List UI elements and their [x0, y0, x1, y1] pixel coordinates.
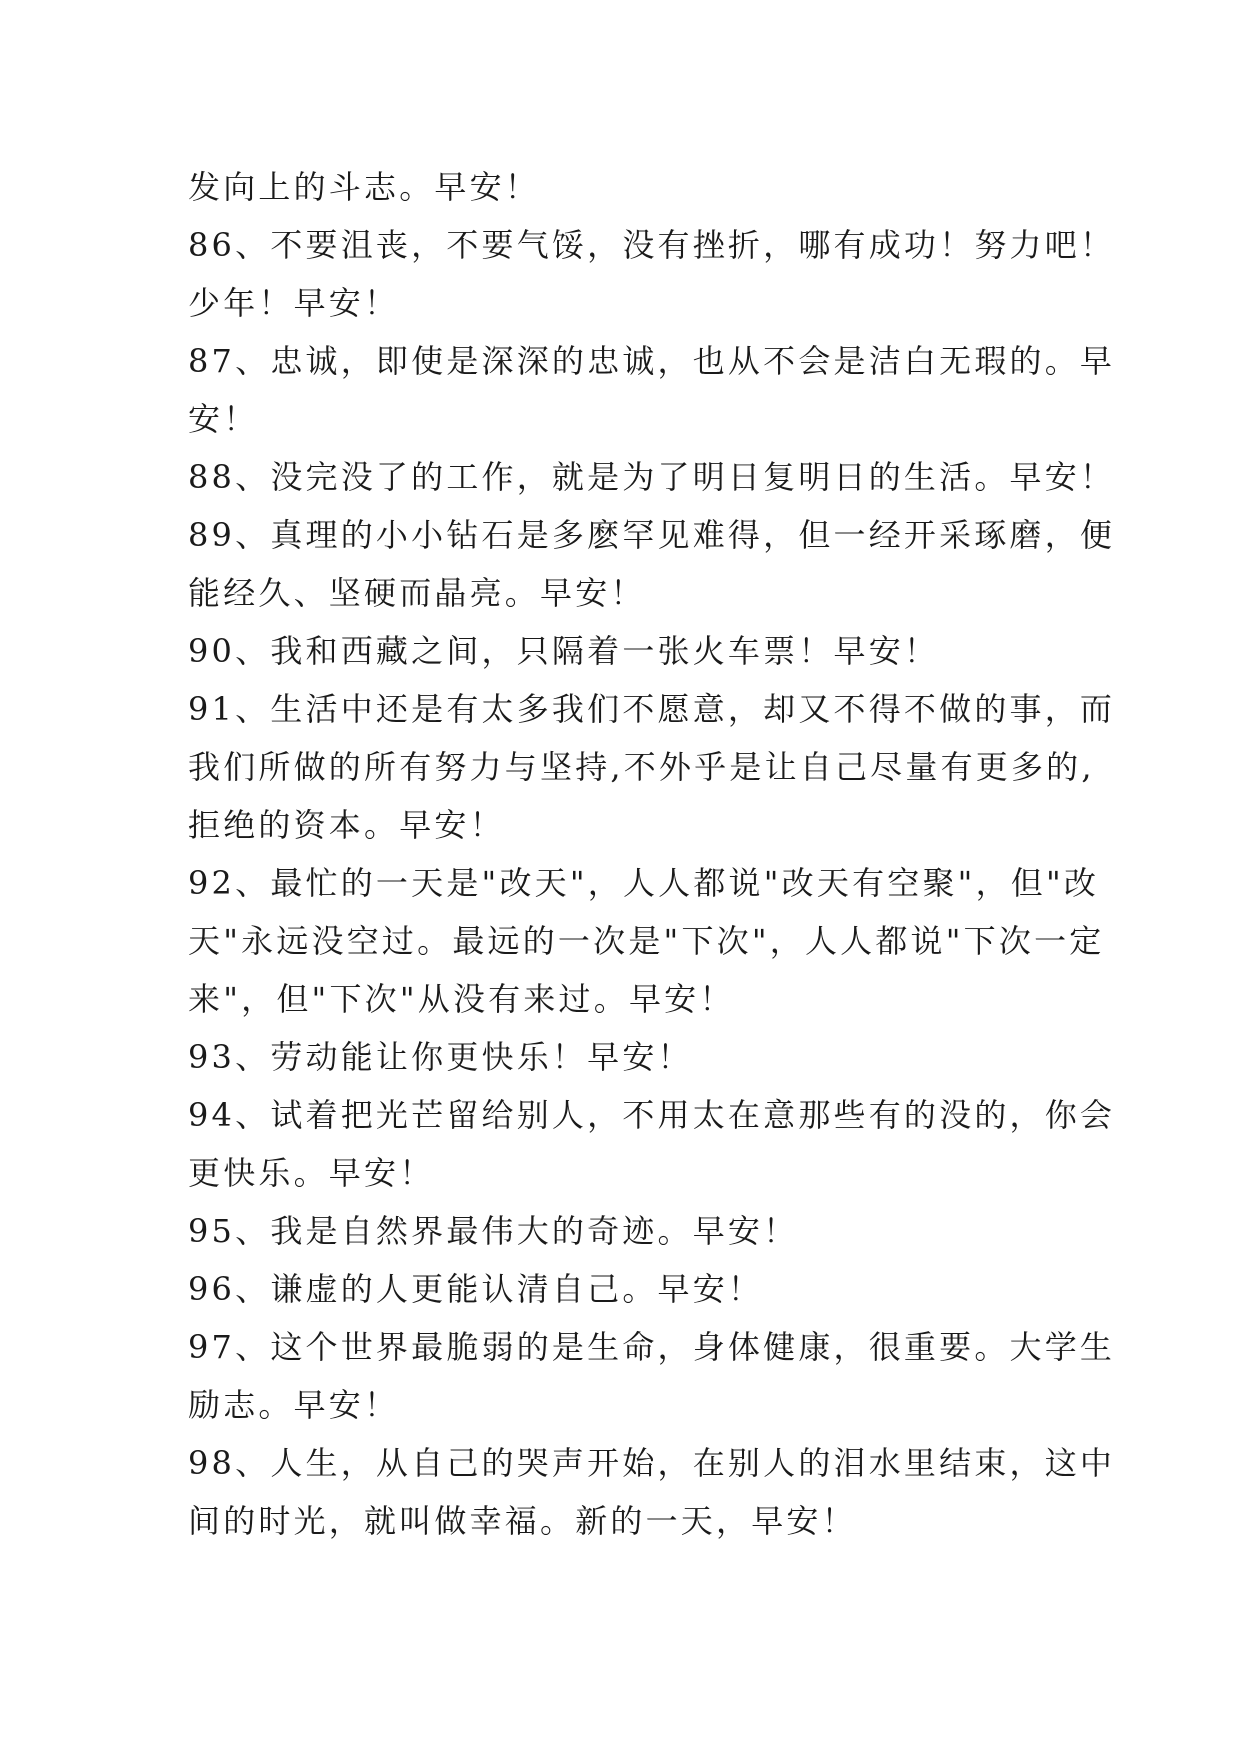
- text-line: 96、谦虚的人更能认清自己。早安！: [188, 1270, 764, 1308]
- text-line: 我们所做的所有努力与坚持,不外乎是让自己尽量有更多的,: [188, 748, 1095, 786]
- text-line: 93、劳动能让你更快乐！早安！: [188, 1038, 693, 1076]
- text-line: 97、这个世界最脆弱的是生命，身体健康，很重要。大学生: [188, 1328, 1116, 1366]
- text-line: 安！: [188, 400, 259, 438]
- text-line: 91、生活中还是有太多我们不愿意，却又不得不做的事，而: [188, 690, 1116, 728]
- text-line: 95、我是自然界最伟大的奇迹。早安！: [188, 1212, 799, 1250]
- text-line: 天"永远没空过。最远的一次是"下次"，人人都说"下次一定: [188, 922, 1105, 960]
- text-line: 少年！早安！: [188, 284, 400, 322]
- text-line: 励志。早安！: [188, 1386, 400, 1424]
- text-line: 90、我和西藏之间，只隔着一张火车票！早安！: [188, 632, 940, 670]
- text-line: 88、没完没了的工作，就是为了明日复明日的生活。早安！: [188, 458, 1116, 496]
- text-line: 来"，但"下次"从没有来过。早安！: [188, 980, 735, 1018]
- document-body: [188, 158, 1116, 1550]
- text-line: 拒绝的资本。早安！: [188, 806, 505, 844]
- text-line: 89、真理的小小钻石是多麽罕见难得，但一经开采琢磨，便: [188, 516, 1116, 554]
- text-line: 87、忠诚，即使是深深的忠诚，也从不会是洁白无瑕的。早: [188, 342, 1116, 380]
- text-line: 发向上的斗志。早安！: [188, 168, 541, 206]
- text-line: 86、不要沮丧，不要气馁，没有挫折，哪有成功！努力吧！: [188, 226, 1116, 264]
- text-line: 能经久、坚硬而晶亮。早安！: [188, 574, 646, 612]
- text-line: 94、试着把光芒留给别人，不用太在意那些有的没的，你会: [188, 1096, 1116, 1134]
- text-line: 92、最忙的一天是"改天"，人人都说"改天有空聚"，但"改: [188, 864, 1100, 902]
- text-line: 间的时光，就叫做幸福。新的一天，早安！: [188, 1502, 857, 1540]
- text-line: 98、人生，从自己的哭声开始，在别人的泪水里结束，这中: [188, 1444, 1116, 1482]
- text-line: 更快乐。早安！: [188, 1154, 435, 1192]
